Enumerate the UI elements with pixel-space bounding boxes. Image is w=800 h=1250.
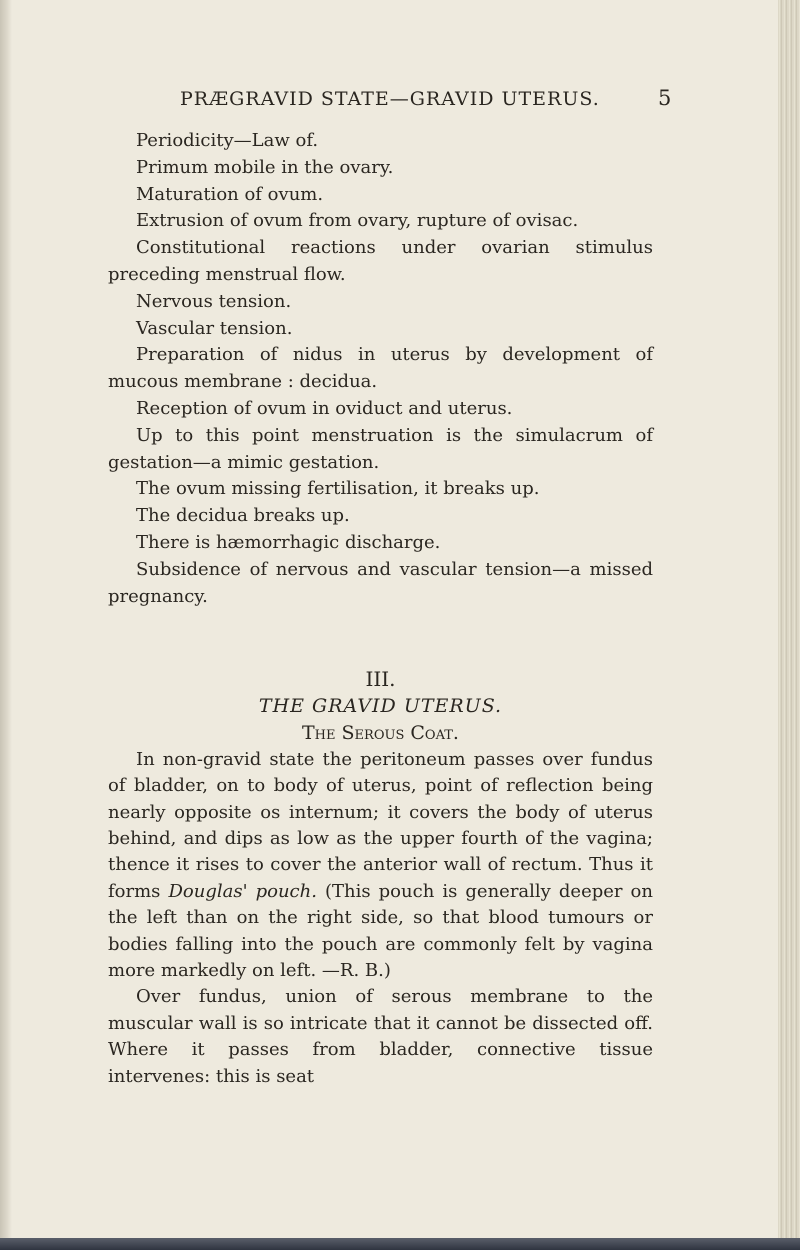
outline-item: Preparation of nidus in uterus by development of mucous membrane : decidua. bbox=[108, 344, 653, 393]
outline-item: Subsidence of nervous and vascular tension—a missed pregnancy. bbox=[108, 558, 653, 607]
section-title: THE GRAVID UTERUS. bbox=[258, 695, 503, 718]
bottom-edge bbox=[0, 1238, 800, 1250]
section-gap bbox=[108, 610, 653, 666]
paragraph-text: In non-gravid state the peritoneum passes over fundus of bladder, on to body of uterus, point of reflection being nearly opposite os internum; it covers the body of uterus behind, and dips as low as the upper fourth of the vagina; thence it rises to cover the anterior wall of rectum. Thus it forms bbox=[108, 748, 653, 902]
outline-item: Primum mobile in the ovary. bbox=[136, 156, 394, 178]
running-head: PRÆGRAVID STATE—GRAVID UTERUS. bbox=[180, 88, 600, 110]
outline-item: Periodicity—Law of. bbox=[136, 130, 319, 151]
outline-item: The decidua breaks up. bbox=[136, 505, 350, 527]
paragraph-text: (This pouch is generally deeper on the left than on the right side, so that blood tumours or bodies falling into the pouch are commonly felt by vagina more markedly on left. —R. B.) bbox=[108, 880, 653, 981]
outline-item: Constitutional reactions under ovarian stimulus preceding menstrual flow. bbox=[108, 237, 653, 285]
section-subheading: The Serous Coat. bbox=[302, 721, 459, 744]
page-number: 5 bbox=[658, 86, 672, 110]
outline-item: Vascular tension. bbox=[136, 317, 293, 339]
outline-item: The ovum missing fertilisation, it breaks up. bbox=[136, 478, 540, 500]
section-number: III. bbox=[365, 667, 396, 692]
outline-item: Nervous tension. bbox=[136, 290, 292, 312]
italic-term: Douglas' pouch. bbox=[168, 880, 317, 902]
outline-item: Extrusion of ovum from ovary, rupture of ovisac. bbox=[136, 210, 579, 232]
page-gutter-shadow bbox=[0, 0, 12, 1250]
page-body bbox=[108, 128, 653, 1090]
outline-item: Maturation of ovum. bbox=[136, 183, 324, 205]
outline-item: Reception of ovum in oviduct and uterus. bbox=[136, 397, 513, 419]
body-paragraph bbox=[108, 747, 653, 985]
body-paragraph: Over fundus, union of serous membrane to the muscular wall is so intricate that it cannot be dissected off. Where it passes from bladder, connective tissue intervenes: this is seat bbox=[108, 986, 653, 1087]
outline-item: Up to this point menstruation is the simulacrum of gestation—a mimic gestation. bbox=[108, 424, 653, 473]
page-edges bbox=[778, 0, 800, 1250]
outline-item: There is hæmorrhagic discharge. bbox=[136, 531, 441, 553]
